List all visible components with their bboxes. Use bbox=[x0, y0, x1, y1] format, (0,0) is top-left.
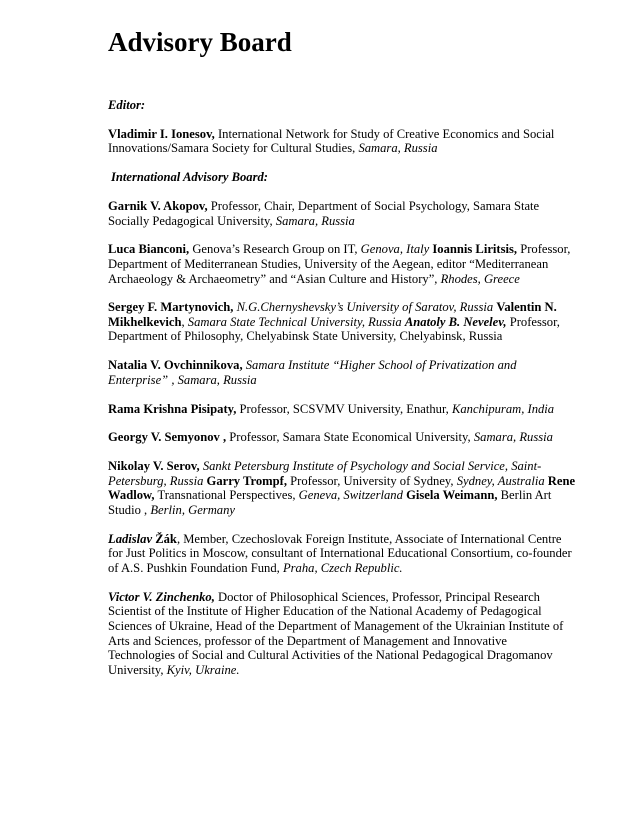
member-name: Garnik V. Akopov, bbox=[108, 198, 208, 213]
member-name: Luca Bianconi, bbox=[108, 242, 190, 257]
member-name: Ladislav bbox=[108, 531, 156, 546]
board-member-entry bbox=[108, 300, 576, 344]
location-text: Samara State Technical University, Russia bbox=[187, 314, 405, 329]
member-name: Nikolay V. Serov, bbox=[108, 459, 200, 474]
location-text: Samara, Russia bbox=[275, 213, 355, 228]
location-text: Berlin, Germany bbox=[150, 502, 235, 517]
editor-label: Editor: bbox=[108, 98, 146, 112]
member-name: Ioannis Liritsis, bbox=[432, 242, 518, 257]
board-member-entry bbox=[108, 459, 576, 517]
affiliation-text: Professor, University of Sydney, bbox=[286, 473, 457, 488]
location-text: Sydney, Australia bbox=[456, 473, 548, 488]
page-title: Advisory Board bbox=[108, 27, 292, 57]
member-name: Anatoly B. Nevelev, bbox=[404, 314, 507, 329]
location-text: Samara, Russia bbox=[473, 430, 553, 445]
board-member-entry bbox=[108, 590, 576, 678]
board-member-entry bbox=[108, 242, 576, 286]
member-name: Garry Trompf, bbox=[206, 473, 287, 488]
board-label: International Advisory Board: bbox=[111, 170, 268, 185]
member-name: Natalia V. Ovchinnikova, bbox=[108, 358, 243, 373]
board-member-entry bbox=[108, 402, 576, 417]
member-name: Rama Krishna Pisipaty, bbox=[108, 401, 237, 416]
member-name: Valentin N. Mikhelkevich bbox=[108, 300, 557, 329]
location-text: Kyiv, Ukraine. bbox=[166, 662, 240, 677]
member-name: Vladimir I. Ionesov, bbox=[108, 126, 215, 141]
affiliation-text: Professor, Samara State Economical University, bbox=[226, 430, 474, 445]
document-page bbox=[108, 26, 576, 691]
member-name: Žák bbox=[155, 531, 177, 546]
affiliation-text: Genova’s Research Group on IT, bbox=[189, 242, 361, 257]
location-text: , Praha, Czech Republic. bbox=[276, 560, 403, 575]
location-text: Samara Institute “Higher School of Privatization and Enterprise” , Samara, Russia bbox=[108, 358, 517, 387]
member-name: Gisela Weimann, bbox=[406, 488, 498, 503]
member-name: Georgy V. Semyonov , bbox=[108, 430, 227, 445]
board-member-entry bbox=[108, 430, 576, 445]
affiliation-text: Berlin Art Studio , bbox=[108, 488, 552, 517]
board-member-entry bbox=[108, 532, 576, 576]
location-text: Genova, Italy bbox=[360, 242, 433, 257]
location-text: Samara, Russia bbox=[358, 141, 438, 156]
board-member-entry bbox=[108, 199, 576, 228]
location-text: N.G.Chernyshevsky’s University of Saratov, Russia bbox=[233, 300, 497, 315]
affiliation-text: Professor, Department of Philosophy, Chelyabinsk State University, Chelyabinsk, Russia bbox=[108, 314, 560, 344]
location-text: Geneva, Switzerland bbox=[298, 488, 407, 503]
location-text: Sankt Petersburg Institute of Psychology and Social Service, Saint-Petersburg, Russia bbox=[108, 459, 542, 488]
member-name: Rene Wadlow, bbox=[108, 473, 576, 503]
board-members-list bbox=[108, 199, 576, 677]
affiliation-text: Professor, SCSVMV University, Enathur, bbox=[236, 401, 452, 416]
affiliation-text: Professor, Chair, Department of Social Psychology, Samara State Socially Pedagogical University, bbox=[108, 198, 540, 228]
editor-entry bbox=[108, 127, 576, 156]
affiliation-text: , Member, Czechoslovak Foreign Institute, Associate of International Centre for Just Politics in Moscow, consultant of International Educational Consortium, co-founder of A.S. Pushkin Foundation Fund bbox=[108, 531, 572, 575]
affiliation-text: Transnational Perspectives, bbox=[154, 488, 299, 503]
affiliation-text: Doctor of Philosophical Sciences, Professor, Principal Research Scientist of the Institute of Higher Education of the National Academy of Pedagogical Sciences of Ukraine, Head of the Department of Management of the Ukrainian Institute of Arts and Sciences, professor of the Department of Management and Innovative Technologies of Social and Cultural Activities of the National Pedagogical Dragomanov University, bbox=[108, 589, 564, 677]
location-text: Rhodes, Greece bbox=[440, 271, 520, 286]
member-name: Victor V. Zinchenko, bbox=[108, 589, 215, 604]
affiliation-text: International Network for Study of Creative Economics and Social Innovations/Samara Society for Cultural Studies, bbox=[108, 126, 555, 156]
board-member-entry bbox=[108, 358, 576, 387]
member-name: Sergey F. Martynovich, bbox=[108, 300, 234, 315]
location-text: Kanchipuram, India bbox=[451, 401, 555, 416]
affiliation-text: Professor, Department of Mediterranean Studies, University of the Aegean, editor “Mediterranean Archaeology & Archaeometry” and “Asian Culture and History”, bbox=[108, 242, 571, 286]
affiliation-text: , bbox=[181, 314, 188, 329]
